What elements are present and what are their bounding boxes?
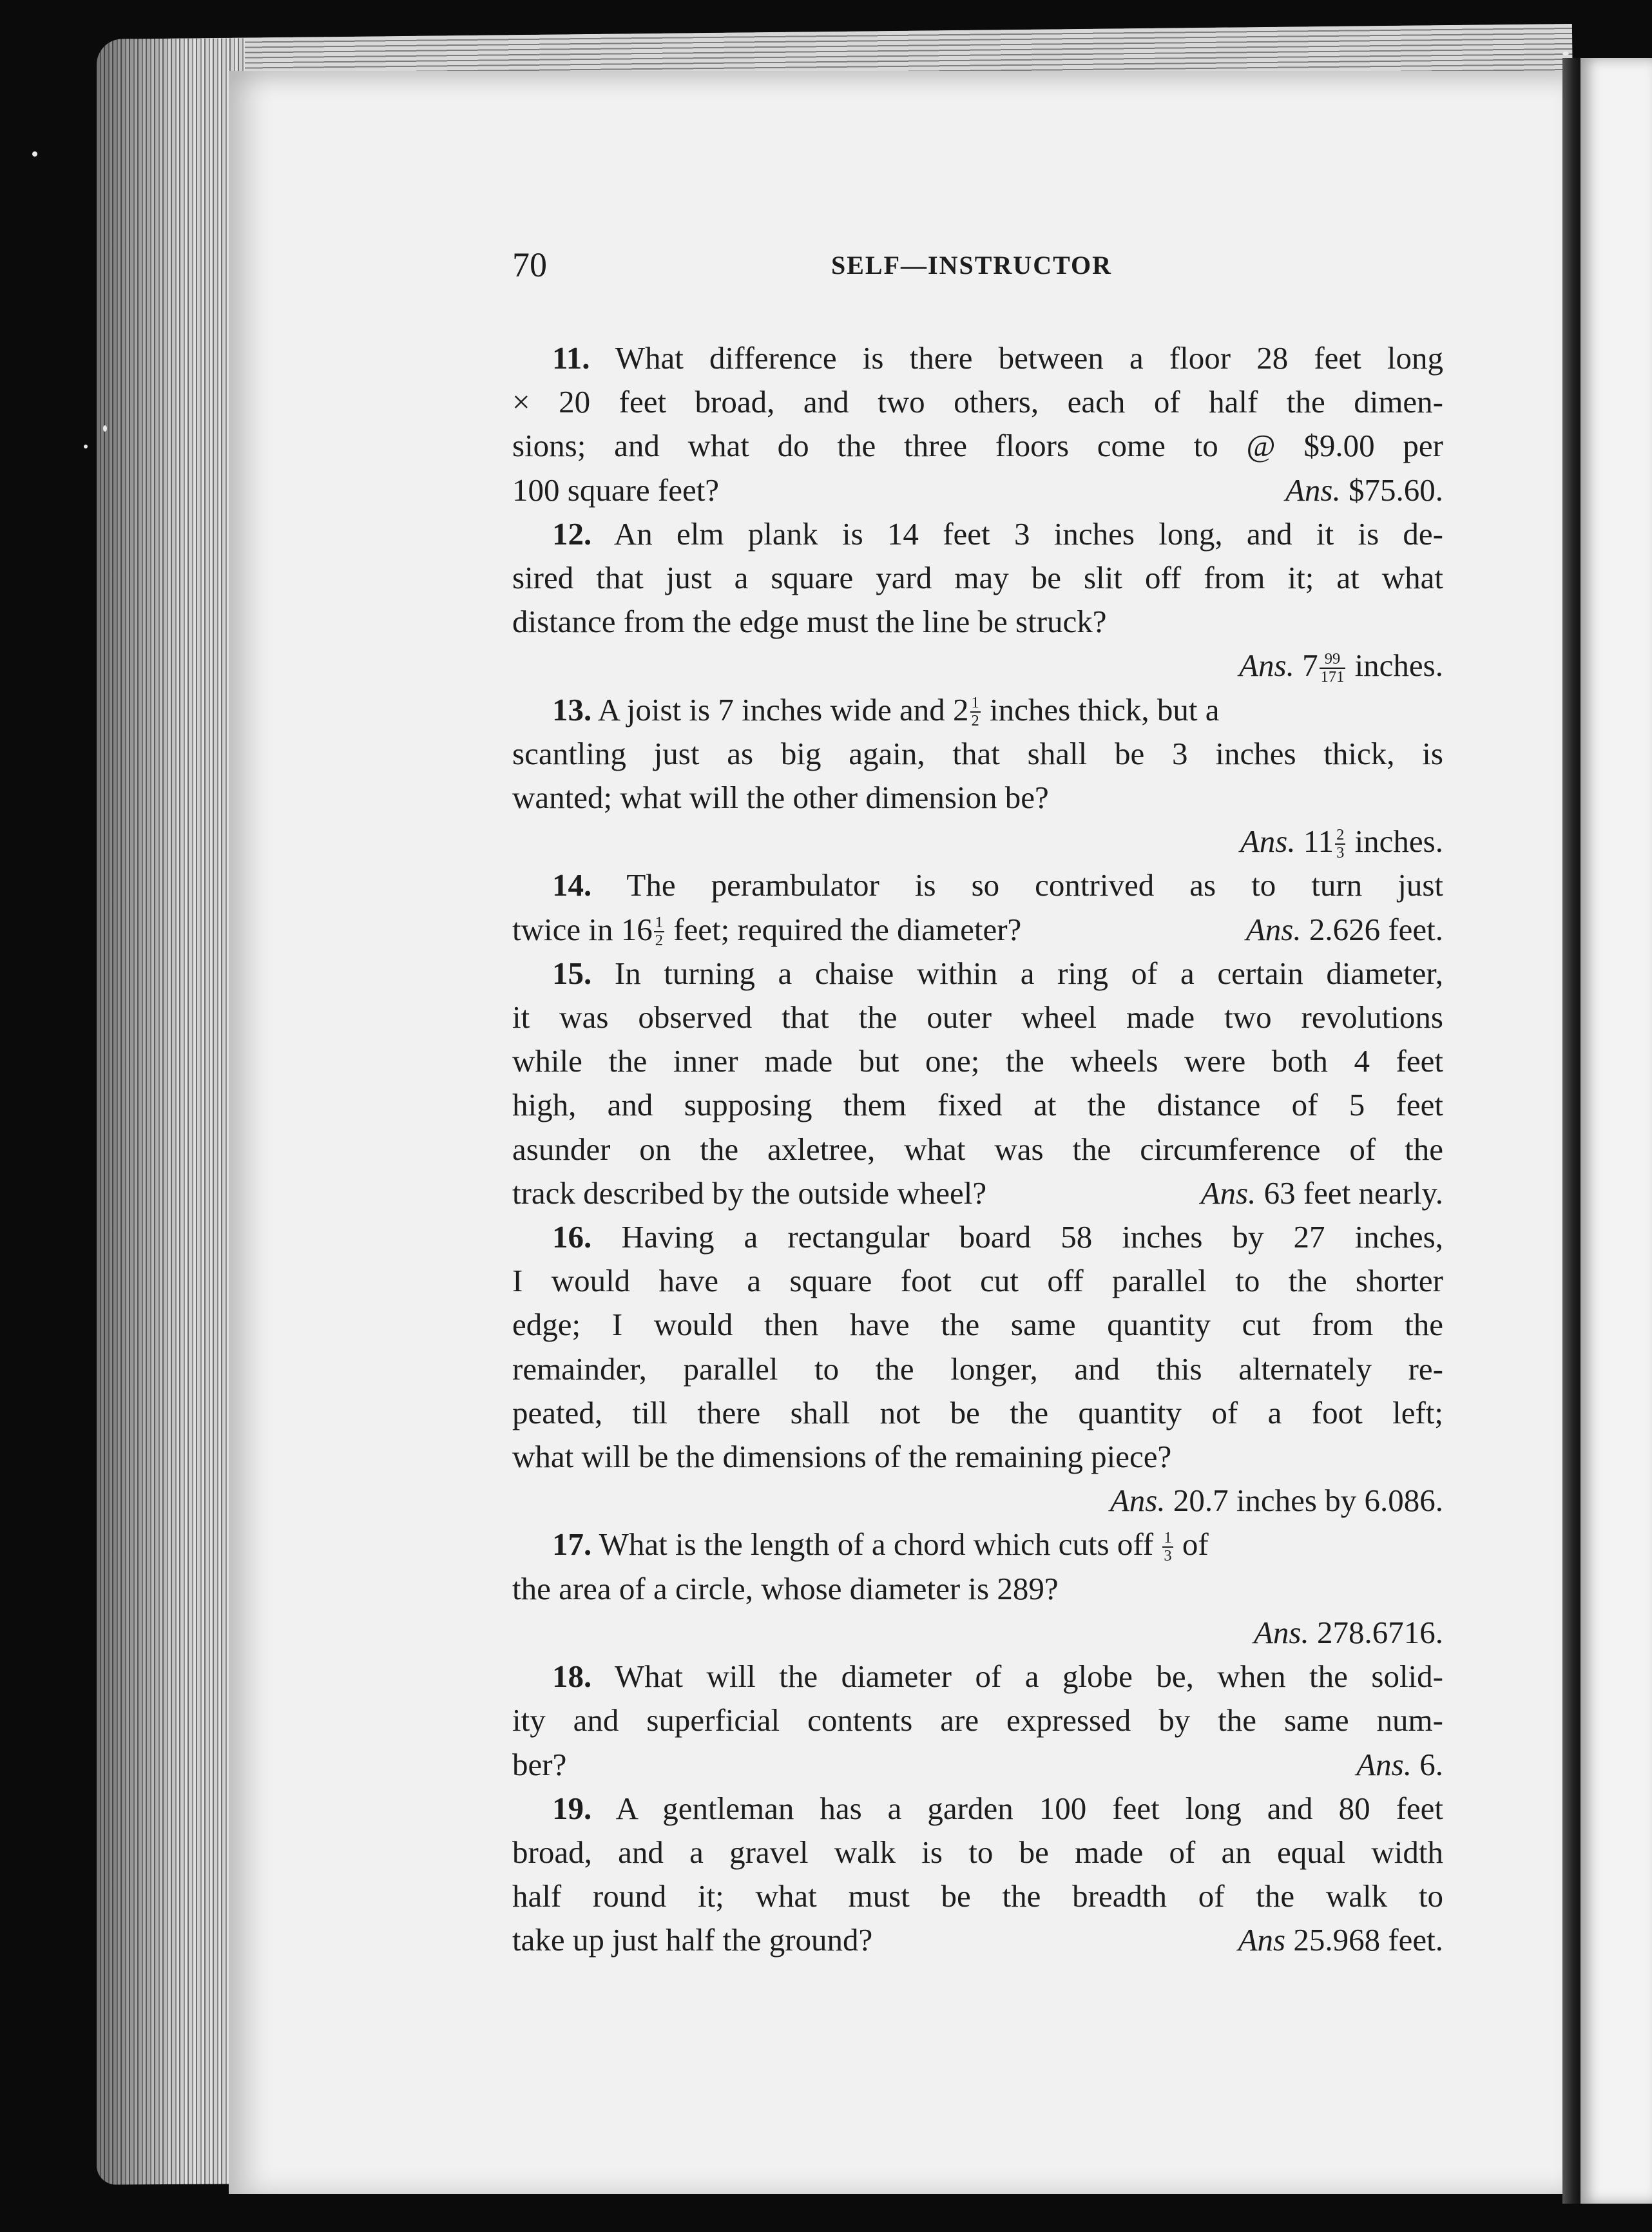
fraction-numerator: 1 <box>971 694 979 712</box>
fraction-denominator: 2 <box>971 712 979 730</box>
inline-fraction <box>654 914 664 948</box>
problem-text-line: peated, till there shall not be the quantity of a foot left; <box>512 1394 1443 1430</box>
problem-number: 18. <box>552 1659 592 1695</box>
problem-text-line: ity and superficial contents are expressed by the same num- <box>512 1702 1443 1738</box>
problem-number: 16. <box>552 1219 592 1255</box>
problem-16 <box>512 1215 1443 1523</box>
answer <box>512 1611 1443 1655</box>
fraction-denominator: 3 <box>1164 1547 1172 1565</box>
answer-label: Ans. <box>1285 472 1341 508</box>
answer <box>1246 908 1443 952</box>
answer <box>1201 1171 1443 1215</box>
fraction-denominator: 2 <box>655 932 663 950</box>
page-text <box>512 245 1443 1963</box>
problem-text-line: scantling just as big again, that shall be 3 inches thick, is <box>512 735 1443 771</box>
fraction-numerator: 1 <box>655 914 663 932</box>
problem-text-line: it was observed that the outer wheel made two revolutions <box>512 999 1443 1035</box>
fraction-denominator: 171 <box>1320 668 1345 686</box>
dust-speck <box>103 425 107 432</box>
problem-text-line: what will be the dimensions of the remaining piece? <box>512 1439 1172 1475</box>
problem-12 <box>512 512 1443 688</box>
problem-text-line: The perambulator is so contrived as to turn just <box>626 867 1443 903</box>
problem-text-line: What difference is there between a floor 28 feet long <box>615 340 1443 376</box>
problem-text-line: asunder on the axletree, what was the circumference of the <box>512 1131 1443 1167</box>
problem-number: 17. <box>552 1526 592 1563</box>
problem-text-line: of <box>1182 1526 1209 1563</box>
problem-number: 11. <box>552 340 590 376</box>
page-number: 70 <box>512 245 547 284</box>
book-gutter <box>1562 58 1580 2204</box>
answer-label: Ans. <box>1245 911 1301 947</box>
fraction-numerator: 2 <box>1336 826 1345 844</box>
problem-text-line: remainder, parallel to the longer, and this alternately re- <box>512 1351 1443 1387</box>
problem-text-line: What will the diameter of a globe be, when the solid- <box>614 1659 1443 1695</box>
problem-13 <box>512 688 1443 864</box>
problem-text-line: × 20 feet broad, and two others, each of half the dimen- <box>512 384 1443 420</box>
answer-whole: 7 <box>1302 648 1318 684</box>
answer <box>512 820 1443 863</box>
problem-text-line: track described by the outside wheel? <box>512 1175 987 1211</box>
problem-text-line: inches thick, but a <box>990 691 1220 727</box>
problem-text-line: feet; required the diameter? <box>673 911 1022 947</box>
problem-text-line: ber? <box>512 1746 567 1782</box>
answer-label: Ans. <box>1239 648 1294 684</box>
problem-text-line: distance from the edge must the line be struck? <box>512 604 1107 640</box>
problem-17 <box>512 1523 1443 1655</box>
problem-number: 15. <box>552 955 592 991</box>
dust-speck <box>84 445 88 448</box>
problem-text-line: twice in 16 <box>512 911 653 947</box>
answer-label: Ans. <box>1240 823 1296 860</box>
answer <box>1285 468 1443 512</box>
book-page-edges <box>97 38 245 2184</box>
answer-fraction <box>1335 827 1345 861</box>
answer-value: 25.968 feet. <box>1293 1922 1443 1958</box>
answer-label: Ans. <box>1254 1614 1309 1650</box>
answer-value: 278.6716. <box>1317 1614 1443 1650</box>
fraction-numerator: 1 <box>1164 1529 1172 1547</box>
problem-text-line: 100 square feet? <box>512 472 720 508</box>
answer-value: $75.60. <box>1349 472 1443 508</box>
answer <box>1356 1743 1443 1787</box>
problem-text-line: I would have a square foot cut off parallel to the shorter <box>512 1263 1443 1299</box>
problem-11 <box>512 336 1443 512</box>
answer <box>512 1479 1443 1523</box>
answer-value: 6. <box>1419 1746 1443 1782</box>
answer <box>1238 1918 1443 1962</box>
problem-text-line: wanted; what will the other dimension be? <box>512 780 1049 816</box>
inline-fraction <box>970 695 981 729</box>
problem-text-line: the area of a circle, whose diameter is 289? <box>512 1570 1059 1606</box>
problem-18 <box>512 1655 1443 1787</box>
answer-label: Ans <box>1238 1922 1286 1958</box>
problem-text-line: A gentleman has a garden 100 feet long and 80 feet <box>615 1790 1444 1826</box>
running-head <box>512 245 1443 296</box>
problem-text-line: half round it; what must be the breadth of the walk to <box>512 1878 1443 1914</box>
problem-text-line: A joist is 7 inches wide and 2 <box>597 691 969 727</box>
answer-value: 20.7 inches by 6.086. <box>1173 1483 1443 1519</box>
fraction-numerator: 99 <box>1320 651 1346 669</box>
answer-label: Ans. <box>1200 1175 1256 1211</box>
problem-text-line: sired that just a square yard may be slit off from it; at what <box>512 560 1443 596</box>
answer-whole: 11 <box>1303 823 1334 860</box>
problem-number: 12. <box>552 515 592 552</box>
problem-15 <box>512 952 1443 1215</box>
problem-number: 13. <box>552 691 592 727</box>
problem-number: 19. <box>552 1790 592 1826</box>
problem-text-line: Having a rectangular board 58 inches by 27 inches, <box>621 1219 1444 1255</box>
answer-unit: inches. <box>1354 648 1443 684</box>
answer-fraction <box>1320 651 1346 685</box>
problem-text-line: edge; I would then have the same quantity cut from the <box>512 1307 1443 1343</box>
answer-unit: inches. <box>1354 823 1443 860</box>
fraction-denominator: 3 <box>1336 843 1345 861</box>
problem-text-line: while the inner made but one; the wheels were both 4 feet <box>512 1043 1443 1079</box>
answer-label: Ans. <box>1356 1746 1412 1782</box>
inline-fraction <box>1162 1530 1173 1564</box>
facing-page-edge <box>1580 58 1652 2204</box>
answer <box>512 644 1443 688</box>
problem-number: 14. <box>552 867 592 903</box>
problem-text-line: In turning a chaise within a ring of a certain diameter, <box>614 955 1444 991</box>
problem-text-line: high, and supposing them fixed at the distance of 5 feet <box>512 1087 1443 1123</box>
problem-text-line: An elm plank is 14 feet 3 inches long, and it is de- <box>613 515 1443 552</box>
running-title: SELF—INSTRUCTOR <box>831 251 1113 280</box>
problem-19 <box>512 1787 1443 1963</box>
problem-text-line: broad, and a gravel walk is to be made of an equal width <box>512 1834 1443 1870</box>
answer-label: Ans. <box>1109 1483 1166 1519</box>
problem-text-line: sions; and what do the three floors come to @ $9.00 per <box>512 428 1443 464</box>
dust-speck <box>1562 52 1569 55</box>
problem-text-line: What is the length of a chord which cuts off <box>599 1526 1154 1563</box>
answer-value: 2.626 feet. <box>1309 911 1443 947</box>
problem-text-line: take up just half the ground? <box>512 1922 873 1958</box>
dust-speck <box>32 151 37 157</box>
problem-14 <box>512 863 1443 951</box>
answer-value: 63 feet nearly. <box>1263 1175 1443 1211</box>
